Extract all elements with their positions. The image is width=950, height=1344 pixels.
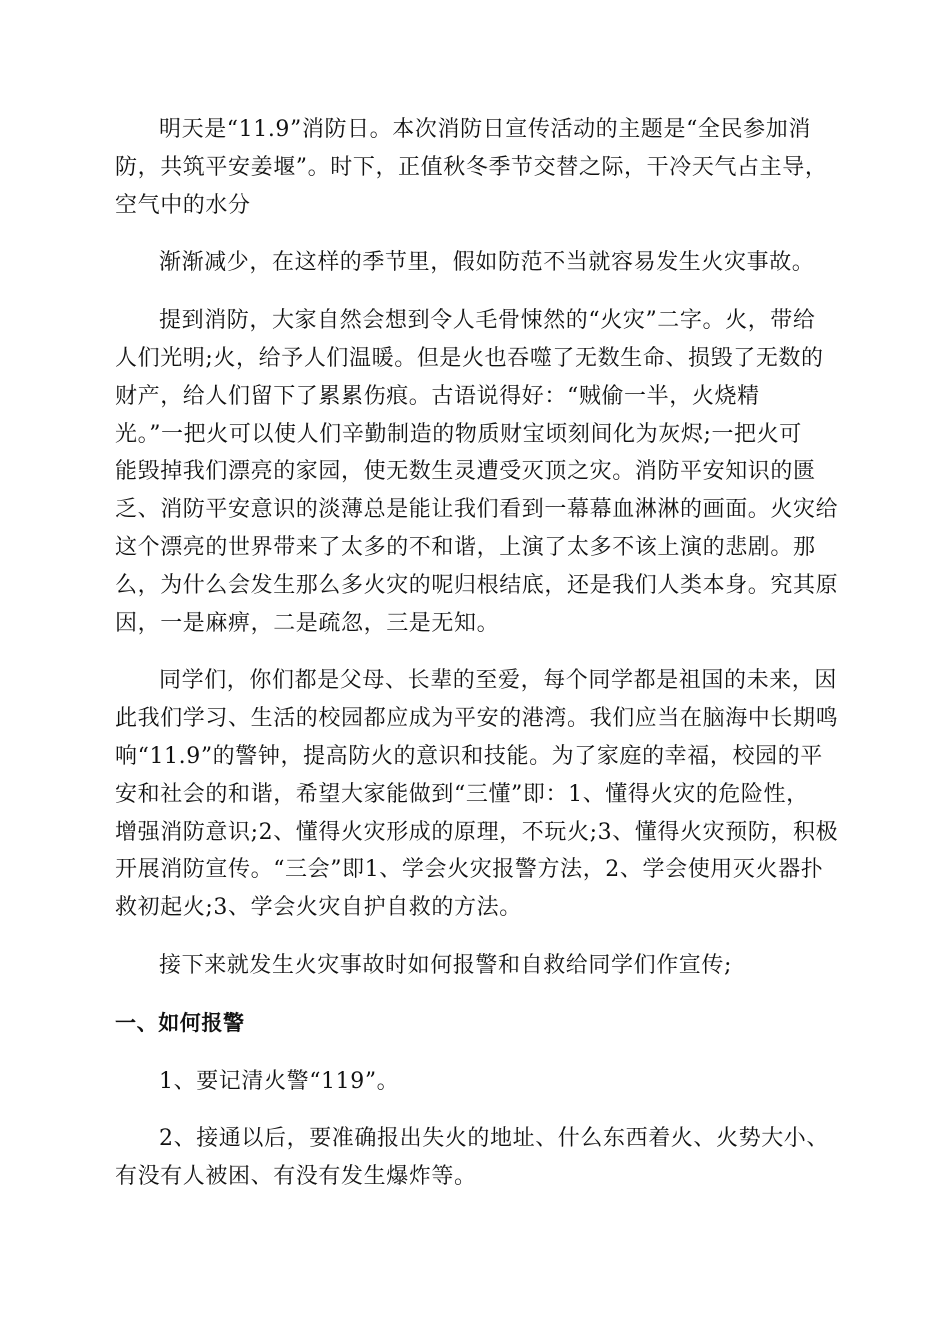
text-line: 这个漂亮的世界带来了太多的不和谐，上演了太多不该上演的悲剧。那 — [115, 534, 816, 560]
text-line: 么，为什么会发生那么多火灾的呢归根结底，还是我们人类本身。究其原 — [115, 572, 839, 598]
text-line: 安和社会的和谐，希望大家能做到“三懂”即：1、懂得火灾的危险性， — [115, 781, 809, 807]
section-heading: 一、如何报警 — [115, 1010, 245, 1035]
paragraph-intro — [115, 111, 839, 224]
text-line: 财产，给人们留下了累累伤痕。古语说得好：“贼偷一半，火烧精 — [115, 383, 760, 409]
paragraph-fire-dangers — [115, 302, 839, 642]
text-line: 响“11.9”的警钟，提高防火的意识和技能。为了家庭的幸福，校园的平 — [115, 743, 823, 769]
text-line: 同学们，你们都是父母、长辈的至爱，每个同学都是祖国的未来，因 — [159, 668, 838, 694]
paragraph-transition — [115, 947, 839, 985]
text-line: 光。”一把火可以使人们辛勤制造的物质财宝顷刻间化为灰烬;一把火可 — [115, 421, 802, 447]
document-body — [115, 111, 839, 1216]
text-line: 增强消防意识;2、懂得火灾形成的原理，不玩火;3、懂得火灾预防，积极 — [115, 819, 839, 845]
text-line: 乏、消防平安意识的淡薄总是能让我们看到一幕幕血淋淋的画面。火灾给 — [115, 497, 839, 523]
text-line: 渐渐减少，在这样的季节里，假如防范不当就容易发生火灾事故。 — [159, 250, 815, 276]
text-line: 提到消防，大家自然会想到令人毛骨悚然的“火灾”二字。火，带给 — [159, 308, 816, 334]
text-line: 能毁掉我们漂亮的家园，使无数生灵遭受灭顶之灾。消防平安知识的匮 — [115, 459, 816, 485]
paragraph-students — [115, 662, 839, 927]
text-line: 救初起火;3、学会火灾自护自救的方法。 — [115, 895, 522, 921]
text-line: 因，一是麻痹，二是疏忽，三是无知。 — [115, 610, 500, 636]
text-line: 明天是“11.9”消防日。本次消防日宣传活动的主题是“全民参加消 — [159, 117, 811, 142]
text-line: 开展消防宣传。“三会”即1、学会火灾报警方法，2、学会使用灭火器扑 — [115, 857, 824, 883]
list-item — [115, 1063, 839, 1101]
list-item — [115, 1120, 839, 1196]
text-line: 此我们学习、生活的校园都应成为平安的港湾。我们应当在脑海中长期鸣 — [115, 706, 839, 732]
text-line: 人们光明;火，给予人们温暖。但是火也吞噬了无数生命、损毁了无数的 — [115, 345, 824, 371]
text-line: 1、要记清火警“119”。 — [159, 1068, 400, 1094]
text-line: 接下来就发生火灾事故时如何报警和自救给同学们作宣传; — [159, 952, 733, 978]
text-line: 2、接通以后，要准确报出失火的地址、什么东西着火、火势大小、 — [159, 1126, 829, 1152]
text-line: 空气中的水分 — [115, 192, 251, 218]
paragraph-season — [115, 244, 839, 282]
text-line: 防，共筑平安姜堰”。时下，正值秋冬季节交替之际，干冷天气占主导， — [115, 154, 828, 180]
text-line: 有没有人被困、有没有发生爆炸等。 — [115, 1164, 477, 1190]
